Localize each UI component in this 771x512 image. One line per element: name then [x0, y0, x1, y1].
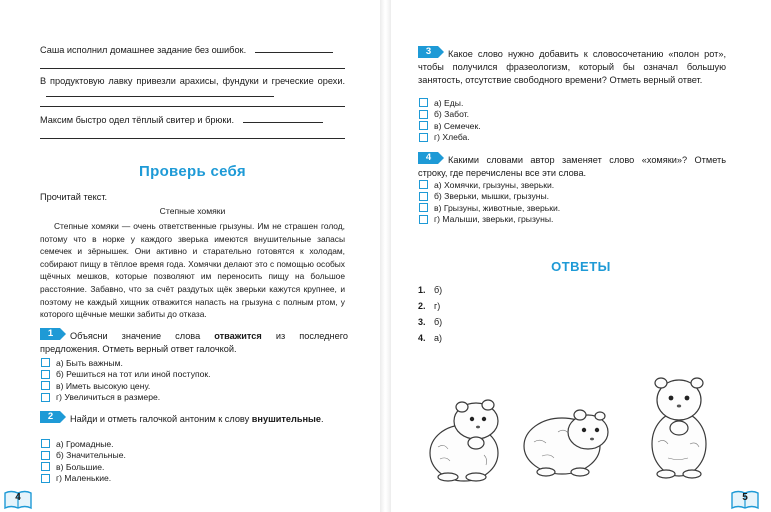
option-label: а) Хомячки, грызуны, зверьки. [434, 179, 555, 190]
option-label: а) Еды. [434, 97, 464, 108]
option-a[interactable] [419, 97, 481, 109]
question-text: Найди и отметь галочкой антоним к слову [70, 414, 252, 424]
option-a[interactable] [41, 438, 126, 450]
checkbox[interactable] [419, 133, 428, 142]
answer-line [40, 106, 345, 107]
option-b[interactable] [419, 109, 481, 121]
checkbox[interactable] [419, 215, 428, 224]
option-b[interactable] [419, 191, 560, 203]
sentence-text: В продуктовую лавку привезли арахисы, фундуки и греческие орехи. [40, 76, 345, 86]
answer-line [40, 138, 345, 139]
answers-list [418, 282, 442, 346]
hamster-illustration [418, 395, 510, 485]
answer-item: 1. б) [418, 285, 443, 295]
task-number-badge: 4 [418, 152, 444, 164]
option-d[interactable] [41, 473, 126, 485]
option-label: в) Большие. [56, 461, 105, 472]
option-d[interactable] [41, 392, 211, 404]
answer-line [255, 44, 333, 53]
question-text: Какими словами автор заменяет слово «хомяки»? Отметь строку, где перечислены все эти слова. [418, 155, 726, 178]
left-page [0, 0, 380, 512]
page-number: 4 [4, 488, 32, 510]
task-2-options [41, 438, 126, 484]
question-text: Объясни значение слова [70, 331, 215, 341]
option-label: в) Грызуны, животные, зверьки. [434, 202, 561, 213]
answer-line [243, 114, 323, 123]
book-gutter [380, 0, 391, 512]
option-label: в) Иметь высокую цену. [56, 380, 151, 391]
checkbox[interactable] [41, 439, 50, 448]
option-label: г) Хлеба. [434, 132, 470, 143]
checkbox[interactable] [41, 370, 50, 379]
option-a[interactable] [419, 179, 560, 191]
option-c[interactable] [419, 120, 481, 132]
sentence-text: Саша исполнил домашнее задание без ошибок. [40, 45, 247, 55]
exercise-sentence-2 [40, 75, 345, 101]
option-b[interactable] [41, 369, 211, 381]
option-d[interactable] [419, 214, 560, 226]
option-a[interactable] [41, 357, 211, 369]
answer-line [46, 88, 274, 97]
sentence-text: Максим быстро одел тёплый свитер и брюки. [40, 115, 235, 125]
hamster-illustration [644, 372, 714, 480]
task-2-question [40, 411, 348, 426]
option-label: г) Увеличиться в размере. [56, 392, 161, 403]
option-c[interactable] [41, 461, 126, 473]
question-text: из последнего предложения. Отметь верный ответ галочкой. [40, 331, 348, 354]
option-label: в) Семечек. [434, 120, 481, 131]
option-label: б) Зверьки, мышки, грызуны. [434, 191, 550, 202]
option-label: б) Значительные. [56, 450, 126, 461]
hamster-illustration [522, 402, 614, 482]
option-c[interactable] [41, 380, 211, 392]
right-page [391, 0, 771, 512]
task-number-badge: 1 [40, 328, 66, 340]
checkbox[interactable] [419, 192, 428, 201]
task-4-question [418, 152, 726, 180]
question-text: Какое слово нужно добавить к словосочетанию «полон рот», чтобы получился фразеологизм, который бы означал большую занятость, отсутствие свободного времени? Отметь верный ответ. [418, 49, 726, 85]
checkbox[interactable] [41, 393, 50, 402]
checkbox[interactable] [41, 474, 50, 483]
exercise-sentence-3 [40, 114, 345, 127]
task-number-badge: 2 [40, 411, 66, 423]
answer-item: 3. б) [418, 317, 443, 327]
task-3-options [419, 97, 481, 143]
task-1-options [41, 357, 211, 403]
checkbox[interactable] [419, 110, 428, 119]
checkbox[interactable] [41, 462, 50, 471]
option-label: б) Решиться на тот или иной поступок. [56, 369, 211, 380]
checkbox[interactable] [41, 358, 50, 367]
section-title: Проверь себя [139, 163, 246, 180]
task-3-question [418, 46, 726, 86]
answer-item: 2. г) [418, 301, 441, 311]
option-label: г) Маленькие. [56, 473, 112, 484]
checkbox[interactable] [419, 203, 428, 212]
option-label: б) Забот. [434, 109, 470, 120]
checkbox[interactable] [41, 451, 50, 460]
option-b[interactable] [41, 450, 126, 462]
answer-item: 4. а) [418, 333, 443, 343]
story-title: Степные хомяки [159, 206, 226, 216]
exercise-sentence-1 [40, 44, 345, 57]
question-keyword: отважится [214, 331, 262, 341]
checkbox[interactable] [41, 381, 50, 390]
option-label: а) Быть важным. [56, 357, 123, 368]
option-label: г) Малыши, зверьки, грызуны. [434, 214, 554, 225]
checkbox[interactable] [419, 121, 428, 130]
answers-title: ОТВЕТЫ [551, 259, 611, 274]
option-label: а) Громадные. [56, 438, 114, 449]
task-4-options [419, 179, 560, 225]
checkbox[interactable] [419, 180, 428, 189]
answer-line [40, 68, 345, 69]
task-number-badge: 3 [418, 46, 444, 58]
task-1-question [40, 328, 348, 356]
option-c[interactable] [419, 202, 560, 214]
story-text: Степные хомяки — очень ответственные грызуны. Им не страшен голод, потому что в норке у каждого зверька имеются внушительные запасы семечек и зёрнышек. Они активно и старательно готовятся к холодам, собирают пищу в тёплое время года. Хомячки делают это с помощью особых щёчных мешков, которые позволяют им переносить пищу на большое расстояние. Забавно, что за счёт раздутых щёк зверьки кажутся крупнее, и поэтому не каждый хищник отважится напасть на грызуна с полным ртом, у которого щёчные мешки забиты до отказа. [40, 221, 345, 320]
read-instruction: Прочитай текст. [40, 192, 108, 202]
page-number: 5 [731, 488, 759, 510]
question-text: . [320, 414, 324, 424]
option-d[interactable] [419, 132, 481, 144]
question-keyword: внушительные [251, 414, 321, 424]
checkbox[interactable] [419, 98, 428, 107]
